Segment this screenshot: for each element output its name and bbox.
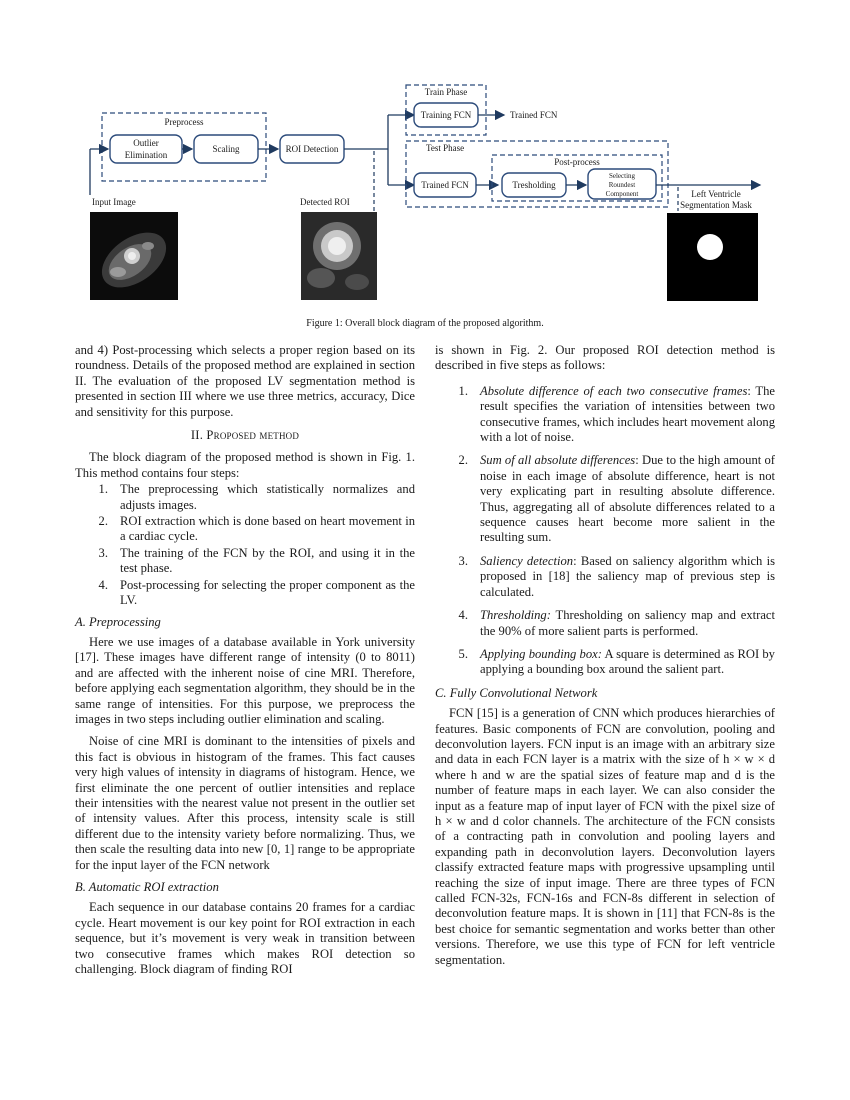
detected-roi-image: [301, 212, 377, 300]
subsection-fcn-heading: C. Fully Convolutional Network: [435, 685, 598, 700]
method-steps-list: [75, 482, 415, 608]
test-phase-label: Test Phase: [426, 143, 465, 153]
fcn-paragraph: FCN [15] is a generation of CNN which produces hierarchies of features. Basic components of FCN are convolution, pooling and deconvolution layers. FCN input is an image with an arbitrary size and data in each FCN layer is a matrix with the size of h × w × d where h and w are the spatial sizes of feature map and d is the number of feature maps in each layer. We can also consider the input as a feature map of input layer of FCN with the pixel size of h × w and d color channels. The architecture of the FCN consists of a contracting path in convolution and pooling layers and expanding path in deconvolution layers. Deconvolution layers classify extracted feature maps with progressive upsampling until reaching the size of input image. There are three types of FCN called FCN-32s, FCN-16s and FCN-8s different in selection of deconvolution feature maps. It is shown in [11] that FCN-8s is the best choice for semantic segmentation and works better than other versions. Therefore, we use this type of FCN for left ventricle segmentation.: [435, 706, 775, 967]
selecting-label-3: Component: [605, 190, 639, 198]
input-image-label: Input Image: [92, 197, 136, 207]
preprocessing-paragraph-2: Noise of cine MRI is dominant to the intensities of pixels and this fact is obvious in histogram of the frames. This fact causes very high values of intensity in diagrams of histogram. Hence, we first eliminate the one percent of outlier intensities and replace their intensities with the nearest value not present in the outlier set of intensity values. After this process, intensity scale is still different due to the intensity variety before normalizing. Thus, we then scale the resulting data into new [0, 1] range to be appropriate for the input layer of the FCN network: [75, 734, 415, 872]
list-item: 4. Post-processing for selecting the proper component as the LV.: [98, 577, 415, 608]
subsection-roi-heading: B. Automatic ROI extraction: [75, 880, 219, 894]
roi-paragraph-continued: is shown in Fig. 2. Our proposed ROI detection method is described in five steps as follows:: [435, 343, 775, 373]
right-column: [435, 343, 775, 975]
preprocess-label: Preprocess: [164, 117, 204, 127]
section-title: Proposed method: [206, 428, 300, 443]
selecting-label-1: Selecting: [608, 172, 636, 180]
trained-fcn-label: Trained FCN: [421, 180, 469, 190]
list-item: 2. ROI extraction which is done based on heart movement in a cardiac cycle.: [98, 514, 415, 544]
section-number: II.: [190, 428, 204, 443]
section-heading: [75, 428, 415, 443]
roi-steps-list: [435, 384, 775, 678]
subsection-preprocessing-heading: A. Preprocessing: [75, 614, 161, 629]
method-intro-paragraph: The block diagram of the proposed method is shown in Fig. 1. This method contains four steps:: [75, 450, 415, 480]
roi-paragraph-1: Each sequence in our database contains 20 frames for a cardiac cycle. Heart movement is our key point for ROI extraction in each sequence, but it’s movement is very weak in transition between two consecutive frames which makes ROI detection so challenging. Block diagram of finding ROI: [75, 900, 415, 977]
block-diagram-figure: [70, 75, 790, 335]
intro-paragraph-end: and 4) Post-processing which selects a proper region based on its roundness. Details of the proposed method are explained in section II. The evaluation of the proposed LV segmentation method is presented in section III where we use three metrics, accuracy, Dice and sensitivity for this purpose.: [75, 343, 415, 419]
train-phase-label: Train Phase: [424, 87, 468, 97]
list-item: 4. Thresholding: Thresholding on saliency map and extract the 90% of more salient parts is performed.: [458, 608, 775, 638]
lv-mask-label-1: Left Ventricle: [691, 189, 741, 199]
lv-mask-label-2: Segmentation Mask: [680, 200, 752, 210]
tresholding-label: Tresholding: [512, 180, 556, 190]
outlier-label-1: Outlier: [133, 138, 159, 148]
preprocessing-paragraph-1: Here we use images of a database available in York university [17]. These images have different range of intensity (0 to 8011) and are affected with the inherent noise of cine MRI. Therefore, before applying each segmentation algorithm, they should be in the same range of intensities. For this purpose, we preprocess the images in two steps including outlier elimination and scaling.: [75, 634, 415, 726]
scaling-label: Scaling: [212, 144, 240, 154]
training-fcn-label: Training FCN: [420, 110, 472, 120]
roi-detection-label: ROI Detection: [285, 144, 339, 154]
trained-fcn-output-label: Trained FCN: [510, 110, 558, 120]
list-item: 5. Applying bounding box: A square is determined as ROI by applying a bounding box around the salient part.: [458, 646, 775, 677]
detected-roi-label: Detected ROI: [300, 197, 350, 207]
list-item: 2. Sum of all absolute differences: Due to the high amount of noise in each image of absolute difference, heart is not very explicating part in resulting absolute difference. Thus, aggregating all of absolute differences related to a sequence causes heart become more salient in the resulting sum.: [458, 453, 775, 545]
list-item: 3. Saliency detection: Based on saliency algorithm which is proposed in [18] the saliency map of previous step is calculated.: [458, 553, 775, 599]
list-item: 1. The preprocessing which statistically normalizes and adjusts images.: [98, 482, 415, 512]
selecting-label-2: Roundest: [608, 181, 636, 189]
list-item: 3. The training of the FCN by the ROI, and using it in the test phase.: [98, 545, 415, 576]
outlier-label-2: Elimination: [124, 150, 168, 160]
lv-segmentation-mask-image: [667, 213, 758, 301]
left-column: [75, 343, 415, 984]
figure-caption: Figure 1: Overall block diagram of the proposed algorithm.: [306, 318, 544, 329]
list-item: 1. Absolute difference of each two consecutive frames: The result specifies the variation of intensities between two consecutive frames, which includes heart movement along with a lot of noise.: [458, 383, 775, 445]
post-process-label: Post-process: [554, 157, 600, 167]
input-mri-image: [90, 212, 178, 300]
